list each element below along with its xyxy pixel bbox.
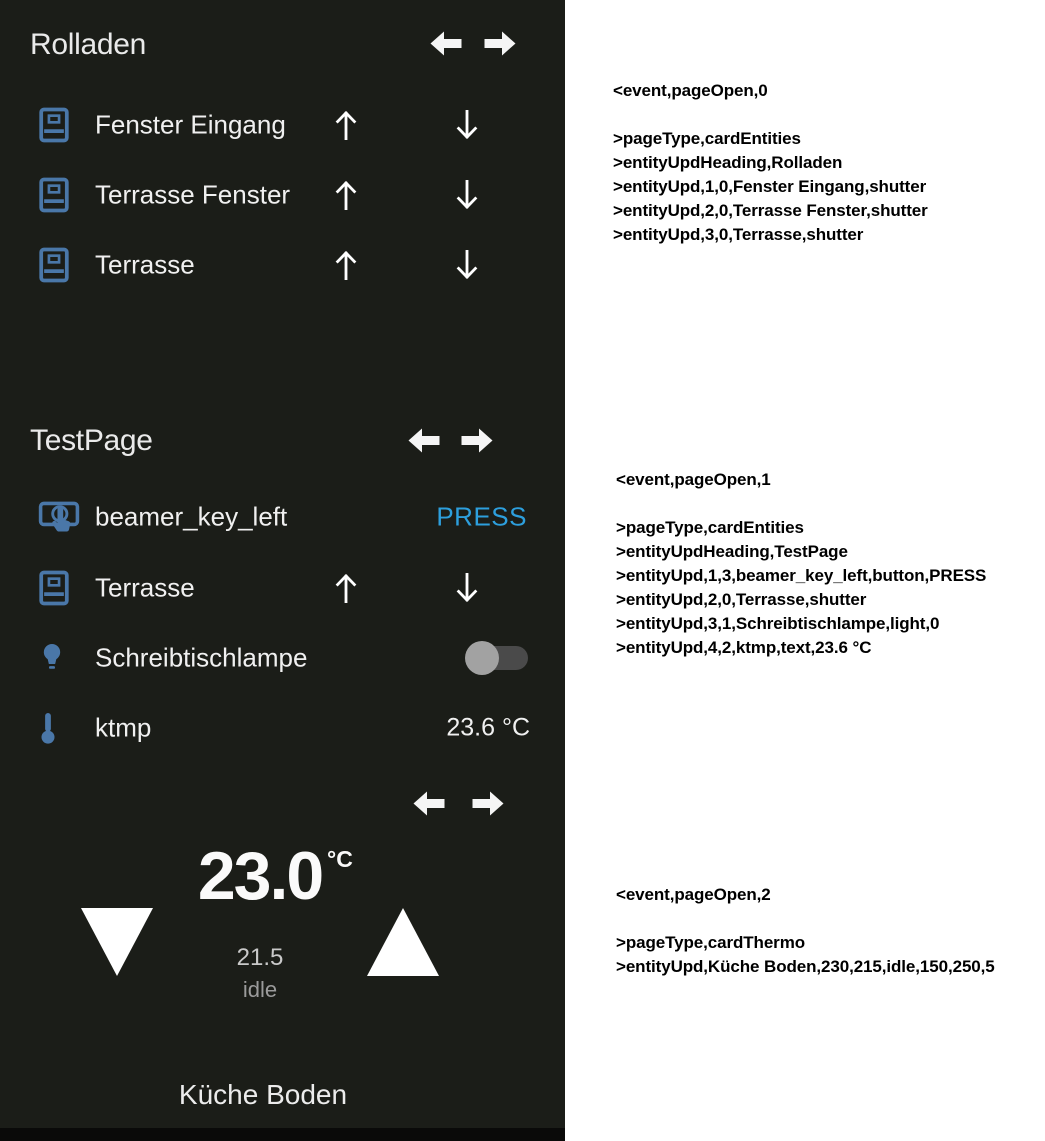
thermometer-icon bbox=[38, 710, 82, 746]
thermostat-name: Küche Boden bbox=[178, 1079, 348, 1110]
entity-label: Terrasse Fenster bbox=[95, 179, 291, 210]
log-line: >pageType,cardEntities bbox=[616, 518, 804, 537]
gesture-tap-button-icon bbox=[38, 497, 82, 537]
sensor-value: 23.6 °C bbox=[446, 713, 530, 742]
log-line: >pageType,cardEntities bbox=[613, 129, 801, 148]
shutter-down-button[interactable] bbox=[453, 109, 481, 141]
log-line: >entityUpd,2,0,Terrasse Fenster,shutter bbox=[613, 201, 928, 220]
log-line: >entityUpd,2,0,Terrasse,shutter bbox=[616, 590, 867, 609]
log-line: >pageType,cardThermo bbox=[616, 933, 805, 952]
setpoint-up-button[interactable] bbox=[367, 908, 439, 976]
temperature-unit: °C bbox=[327, 846, 353, 872]
log-line: <event,pageOpen,2 bbox=[616, 885, 771, 904]
target-temperature: 21.5 bbox=[236, 944, 284, 971]
press-button[interactable]: PRESS bbox=[436, 501, 527, 532]
nav-next-icon[interactable] bbox=[484, 31, 516, 56]
nav-prev-icon[interactable] bbox=[408, 428, 440, 453]
shutter-up-button[interactable] bbox=[332, 249, 360, 281]
log-line: >entityUpd,3,0,Terrasse,shutter bbox=[613, 225, 864, 244]
hvac-state: idle bbox=[242, 977, 278, 1002]
entity-row bbox=[0, 566, 565, 610]
entity-label: beamer_key_left bbox=[95, 501, 288, 532]
log-line: <event,pageOpen,0 bbox=[613, 81, 768, 100]
entity-row bbox=[0, 495, 565, 539]
protocol-block-page2 bbox=[616, 883, 995, 979]
shutter-down-button[interactable] bbox=[453, 249, 481, 281]
log-line: >entityUpd,3,1,Schreibtischlampe,light,0 bbox=[616, 614, 940, 633]
current-temperature: 23.0 bbox=[197, 838, 323, 914]
shutter-up-button[interactable] bbox=[332, 572, 360, 604]
log-line: >entityUpdHeading,Rolladen bbox=[613, 153, 843, 172]
toggle-knob bbox=[465, 641, 499, 675]
entity-label: ktmp bbox=[95, 712, 152, 743]
entity-label: Terrasse bbox=[95, 249, 195, 280]
log-line: >entityUpd,1,3,beamer_key_left,button,PRESS bbox=[616, 566, 987, 585]
log-line bbox=[616, 492, 986, 516]
shutter-down-button[interactable] bbox=[453, 572, 481, 604]
nav-prev-icon[interactable] bbox=[430, 31, 462, 56]
card-entities-page-1 bbox=[0, 380, 565, 760]
entity-row bbox=[0, 103, 565, 147]
entity-label: Schreibtischlampe bbox=[95, 642, 308, 673]
page-title: TestPage bbox=[30, 424, 153, 457]
nav-next-icon[interactable] bbox=[472, 791, 504, 816]
shutter-up-button[interactable] bbox=[332, 109, 360, 141]
light-toggle-off[interactable] bbox=[470, 646, 528, 670]
lightbulb-icon bbox=[38, 641, 82, 675]
card-entities-page-0 bbox=[0, 0, 565, 380]
window-shutter-icon bbox=[38, 569, 82, 607]
log-line: >entityUpd,1,0,Fenster Eingang,shutter bbox=[613, 177, 927, 196]
entity-row bbox=[0, 173, 565, 217]
shutter-up-button[interactable] bbox=[332, 179, 360, 211]
entity-row bbox=[0, 636, 565, 680]
page-title: Rolladen bbox=[30, 28, 147, 61]
screen-bottom-bezel bbox=[0, 1128, 565, 1141]
nav-next-icon[interactable] bbox=[461, 428, 493, 453]
nav-prev-icon[interactable] bbox=[413, 791, 445, 816]
protocol-block-page0 bbox=[613, 79, 928, 247]
window-shutter-icon bbox=[38, 246, 82, 284]
log-line: >entityUpd,4,2,ktmp,text,23.6 °C bbox=[616, 638, 872, 657]
log-line bbox=[616, 907, 995, 931]
entity-row bbox=[0, 706, 565, 750]
setpoint-down-button[interactable] bbox=[81, 908, 153, 976]
entity-label: Fenster Eingang bbox=[95, 109, 286, 140]
window-shutter-icon bbox=[38, 106, 82, 144]
entity-row bbox=[0, 243, 565, 287]
log-line: >entityUpdHeading,TestPage bbox=[616, 542, 848, 561]
entity-label: Terrasse bbox=[95, 572, 195, 603]
protocol-block-page1 bbox=[616, 468, 986, 660]
window-shutter-icon bbox=[38, 176, 82, 214]
log-line: >entityUpd,Küche Boden,230,215,idle,150,250,5 bbox=[616, 957, 995, 976]
log-line: <event,pageOpen,1 bbox=[616, 470, 771, 489]
shutter-down-button[interactable] bbox=[453, 179, 481, 211]
card-thermo-page-2 bbox=[0, 760, 565, 1141]
log-line bbox=[613, 103, 928, 127]
